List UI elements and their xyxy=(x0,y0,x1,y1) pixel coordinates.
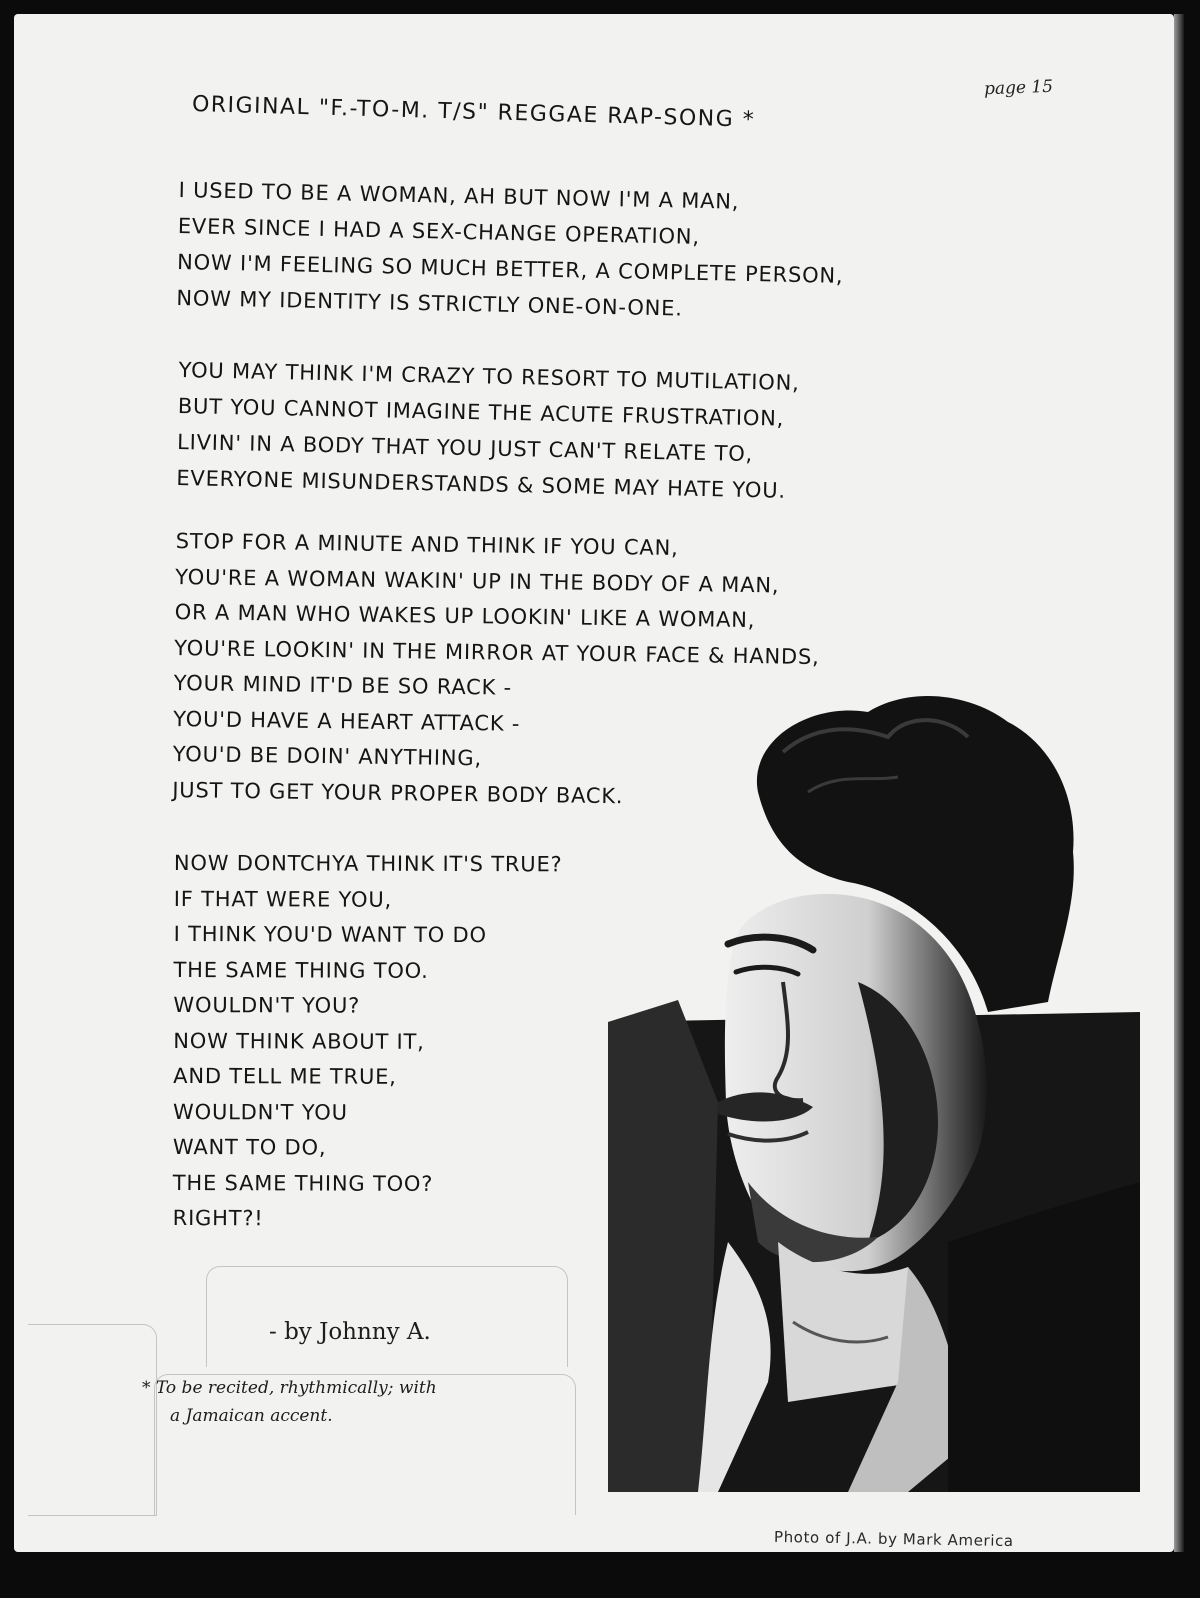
photo-credit: Photo of J.A. by Mark America xyxy=(773,1527,1014,1551)
footnote xyxy=(142,1374,437,1430)
tape-outline xyxy=(28,1324,157,1516)
lyric-line: YOU'D HAVE A HEART ATTACK - xyxy=(173,706,521,736)
lyric-line: JUST TO GET YOUR PROPER BODY BACK. xyxy=(172,777,624,808)
lyric-line: OR A MAN WHO WAKES UP LOOKIN' LIKE A WOMAN, xyxy=(174,599,756,633)
lyric-line: NOW I'M FEELING SO MUCH BETTER, A COMPLETE PERSON, xyxy=(176,249,844,288)
lyric-line: IF THAT WERE YOU, xyxy=(173,886,393,912)
lyric-line: STOP FOR A MINUTE AND THINK IF YOU CAN, xyxy=(175,528,679,561)
lyric-line: THE SAME THING TOO? xyxy=(172,1170,434,1196)
lyric-line: I USED TO BE A WOMAN, AH BUT NOW I'M A MAN, xyxy=(178,177,740,214)
lyric-line: YOU'D BE DOIN' ANYTHING, xyxy=(172,741,483,771)
lyric-line: WOULDN'T YOU xyxy=(173,1099,348,1125)
lyric-line: BUT YOU CANNOT IMAGINE THE ACUTE FRUSTRATION, xyxy=(177,393,785,431)
paper-sheet xyxy=(14,14,1174,1552)
lyric-line: AND TELL ME TRUE, xyxy=(173,1063,397,1089)
stanza-2 xyxy=(176,352,800,509)
footnote-line: * To be recited, rhythmically; with xyxy=(142,1378,437,1398)
lyric-line: NOW THINK ABOUT IT, xyxy=(173,1028,425,1054)
lyric-line: EVER SINCE I HAD A SEX-CHANGE OPERATION, xyxy=(177,213,701,249)
stanza-1 xyxy=(176,172,845,330)
lyric-line: I THINK YOU'D WANT TO DO xyxy=(173,921,487,948)
lyric-line: EVERYONE MISUNDERSTANDS & SOME MAY HATE YOU. xyxy=(176,465,787,503)
lyric-line: LIVIN' IN A BODY THAT YOU JUST CAN'T RELATE TO, xyxy=(176,429,754,467)
song-title: ORIGINAL "F.-TO-M. T/S" REGGAE RAP-SONG * xyxy=(191,92,756,133)
lyric-line: RIGHT?! xyxy=(172,1205,264,1231)
page-number: page 15 xyxy=(983,76,1054,100)
portrait-photo xyxy=(608,682,1140,1492)
lyric-line: WANT TO DO, xyxy=(172,1134,327,1160)
lyric-line: YOUR MIND IT'D BE SO RACK - xyxy=(173,670,513,700)
lyric-line: NOW MY IDENTITY IS STRICTLY ONE-ON-ONE. xyxy=(176,285,684,321)
lyric-line: YOU MAY THINK I'M CRAZY TO RESORT TO MUTILATION, xyxy=(178,357,800,396)
lyric-line: WOULDN'T YOU? xyxy=(173,992,361,1018)
author-byline: - by Johnny A. xyxy=(269,1319,431,1345)
lyric-line: YOU'RE LOOKIN' IN THE MIRROR AT YOUR FACE & HANDS, xyxy=(174,635,820,669)
lyric-line: THE SAME THING TOO. xyxy=(173,957,429,983)
tape-outline xyxy=(206,1266,568,1367)
lyric-line: NOW DONTCHYA THINK IT'S TRUE? xyxy=(173,851,563,877)
stanza-4 xyxy=(173,846,563,1238)
footnote-line: a Jamaican accent. xyxy=(170,1406,333,1426)
lyric-line: YOU'RE A WOMAN WAKIN' UP IN THE BODY OF A MAN, xyxy=(175,564,780,597)
portrait-illustration xyxy=(608,682,1140,1492)
